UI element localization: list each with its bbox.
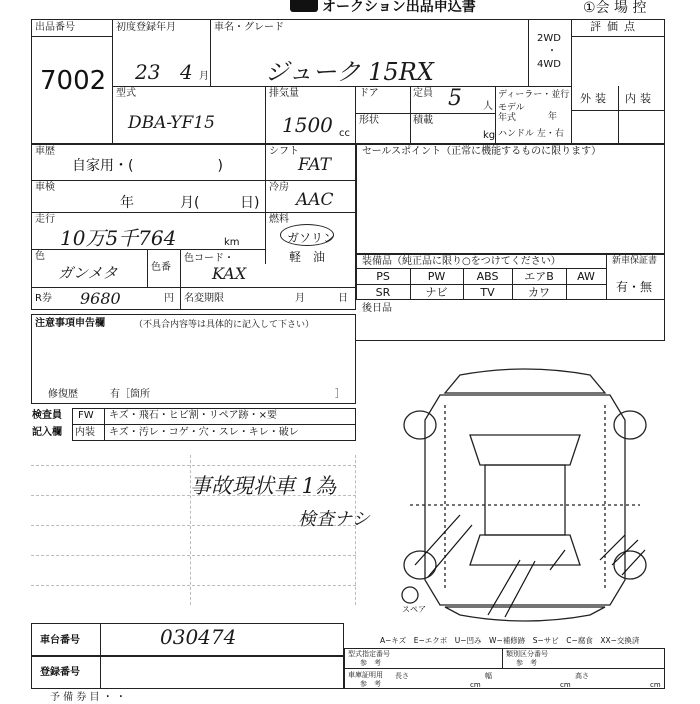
- inspector-label1: 検査員: [32, 410, 62, 421]
- registration-year: 23: [135, 60, 161, 84]
- sales-point-box: [356, 144, 665, 254]
- name-change-day: 日: [338, 293, 348, 304]
- usage-value: 自家用・( ): [72, 158, 223, 174]
- equipment-abs: ABS: [476, 270, 499, 283]
- equipment-pw: PW: [427, 270, 446, 283]
- vehicle-cert-label: 車庫証明用: [348, 671, 383, 679]
- usage-label: 車歴: [35, 146, 55, 157]
- repair-close: ］: [335, 389, 345, 400]
- equipment-label: 装備品（純正品に限り○をつけてください）: [362, 256, 561, 267]
- registration-label: 初度登録年月: [116, 22, 176, 33]
- chassis-value: 030474: [160, 625, 237, 649]
- color-label: 色: [35, 251, 45, 262]
- displacement-value: 1500: [282, 113, 333, 137]
- equipment-ps: PS: [376, 270, 390, 283]
- shift-value: FAT: [298, 155, 332, 175]
- height-label: 高さ: [575, 672, 589, 680]
- note-line1: 事故現状車 1為: [190, 474, 337, 498]
- later-input-label: 後日品: [362, 303, 392, 314]
- inspection-day: 日): [240, 195, 260, 211]
- equipment-airbag: エアB: [524, 270, 554, 283]
- dealer-handle: ハンドル 左・右: [498, 129, 564, 139]
- color-value: ガンメタ: [58, 264, 118, 282]
- shift-label: シフト: [269, 146, 299, 157]
- repair-label: 修復歴: [48, 389, 78, 400]
- equipment-navi: ナビ: [425, 286, 448, 299]
- fuel-label: 燃料: [269, 214, 289, 225]
- dealer-year-unit: 年: [548, 112, 558, 122]
- car-damage-diagram: [400, 365, 650, 625]
- registration-month: 4: [180, 60, 193, 84]
- aircon-value: AAC: [296, 190, 334, 210]
- height-unit: cm: [650, 681, 661, 689]
- inspection-label: 車検: [35, 182, 55, 193]
- mileage-unit: km: [224, 237, 240, 248]
- lot-number: 7002: [40, 66, 107, 96]
- load-label: 積載: [413, 115, 433, 126]
- equipment-aw: AW: [577, 270, 595, 283]
- name-change-label: 名変期限: [184, 293, 224, 304]
- wd-4: 4WD: [537, 59, 561, 70]
- inspector-label2: 記入欄: [32, 427, 62, 438]
- venue-control: ①会 場 控: [583, 0, 647, 16]
- equipment-leather: カワ: [528, 286, 550, 299]
- vehicle-cert-ref: 参 考: [360, 680, 381, 688]
- recycle-label: R券: [35, 293, 52, 304]
- model-value: DBA-YF15: [128, 113, 215, 133]
- width-label: 幅: [485, 672, 492, 680]
- fuel-gasoline: ガソリン: [287, 231, 336, 245]
- header-title: オークション出品申込書: [322, 0, 476, 15]
- dealer-model-year: モデル 年式: [498, 103, 525, 123]
- registration-month-unit: 月: [199, 71, 209, 82]
- car-label: 車名・グレード: [214, 22, 284, 33]
- rating-exterior: 外装: [580, 92, 610, 105]
- length-label: 長さ: [395, 672, 409, 680]
- repair-value: 有［箇所: [110, 389, 150, 400]
- doors-label: ドア: [359, 88, 379, 99]
- inspector-int-text: キズ・汚レ・コゲ・穴・スレ・キレ・破レ: [109, 427, 299, 438]
- inspector-fw: FW: [78, 410, 94, 421]
- equipment-sr: SR: [375, 286, 391, 299]
- name-change-month: 月: [295, 293, 305, 304]
- dealer-label: ディーラー・並行: [498, 90, 570, 100]
- fuel-diesel: 軽 油: [289, 250, 326, 264]
- sales-point-label: セールスポイント（正常に機能するものに限ります）: [362, 146, 602, 157]
- color-no-label: 色番: [151, 262, 171, 273]
- displacement-label: 排気量: [269, 88, 299, 99]
- aircon-label: 冷房: [269, 182, 289, 193]
- displacement-unit: cc: [339, 128, 350, 139]
- capacity-value: 5: [448, 86, 462, 111]
- width-unit: cm: [560, 681, 571, 689]
- rating-label: 評価点: [590, 20, 641, 33]
- recycle-unit: 円: [164, 293, 174, 304]
- shape-label: 形状: [359, 115, 379, 126]
- damage-legend: A−キズ E−エクボ U−凹み W−補修跡 S−サビ C−腐食 XX−交換済: [380, 636, 640, 645]
- inspector-fw-text: キズ・飛石・ヒビ割・リペア跡・×要: [109, 410, 277, 421]
- form-no-label: 型式指定番号: [348, 650, 390, 658]
- capacity-unit: 人: [483, 101, 493, 112]
- equipment-tv: TV: [480, 286, 495, 299]
- car-name: ジューク 15RX: [265, 58, 434, 86]
- inspector-int: 内装: [75, 427, 95, 438]
- color-code: KAX: [212, 264, 247, 283]
- notes-sub: （不具合内容等は具体的に記入して下さい）: [134, 320, 315, 330]
- model-label: 型式: [116, 88, 136, 99]
- header-logo: [290, 0, 318, 12]
- reg-no-label: 登録番号: [40, 667, 80, 678]
- warranty-value: 有・無: [616, 280, 653, 294]
- chassis-label: 車台番号: [40, 635, 80, 646]
- category-label: 類別区分番号: [506, 650, 548, 658]
- category-ref: 参 考: [516, 659, 537, 667]
- color-code-label: 色コード・: [184, 253, 234, 264]
- fuel-circle: [280, 224, 334, 246]
- load-unit: kg: [483, 130, 496, 141]
- recycle-value: 9680: [80, 289, 121, 308]
- length-unit: cm: [470, 681, 481, 689]
- wd-dot: ・: [547, 46, 557, 57]
- mileage-label: 走行: [35, 214, 55, 225]
- mileage-value: 10万5千764: [60, 226, 177, 250]
- warranty-label: 新車保証書: [612, 256, 658, 266]
- inspection-month: 月(: [180, 195, 200, 211]
- inspection-year: 年: [120, 195, 134, 211]
- capacity-label: 定員: [413, 88, 433, 99]
- note-line2: 検査ナシ: [298, 509, 370, 530]
- spare-label: スペア: [402, 605, 426, 614]
- lot-label: 出品番号: [35, 22, 75, 33]
- form-ref: 参 考: [360, 659, 381, 667]
- bottom-cut-label: 予 備 券 目 ・ ・: [50, 692, 126, 703]
- rating-interior: 内装: [625, 92, 655, 105]
- wd-2: 2WD: [537, 33, 561, 44]
- notes-label: 注意事項申告欄: [35, 318, 105, 329]
